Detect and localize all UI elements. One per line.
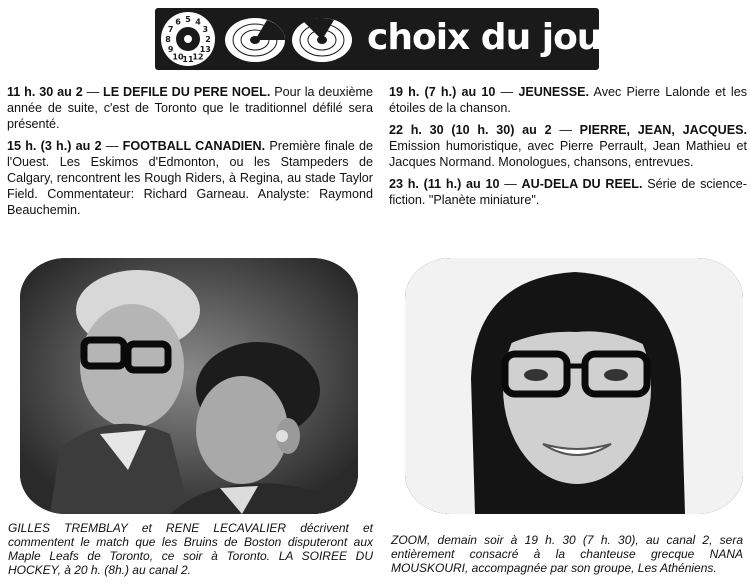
listing-entry: 15 h. (3 h.) au 2 — FOOTBALL CANADIEN. Première finale de l'Ouest. Les Eskimos d'Edmonton, ou les Stampeders de Calgary, rencontrent les Rough Riders, à Regina, au stade Taylor Field. Commentateur: Richard Garneau. Analyste: Raymond Beauchemin. [7, 139, 374, 217]
dial-number: 7 [167, 25, 174, 34]
dial-number: 11 [182, 55, 194, 64]
listing-text: Avec Pierre Lalonde et les étoiles de la chanson. [389, 85, 748, 115]
record-disc-icon [290, 16, 354, 64]
listing-title: LE DEFILE DU PERE NOEL. [103, 85, 271, 99]
photo-singer [405, 258, 743, 514]
listing-entry: 11 h. 30 au 2 — LE DEFILE DU PERE NOEL. Pour la deuxième année de suite, c'est de Toronto que le traditionnel défilé sera présenté. [7, 85, 374, 131]
record-disc-icon [223, 16, 287, 64]
listing-entry: 22 h. 30 (10 h. 30) au 2 — PIERRE, JEAN, JACQUES. Emission humoristique, avec Pierre Perrault, Jean Mathieu et Jacques Normand. Monologues, chansons, entrevues. [389, 123, 747, 169]
listing-time: 15 h. (3 h.) au 2 [7, 139, 102, 153]
listing-title: AU-DELA DU REEL. [521, 177, 643, 191]
dial-number: 6 [175, 17, 181, 27]
listings-right [389, 84, 747, 214]
dial-number: 9 [167, 45, 174, 54]
listing-time: 11 h. 30 au 2 [7, 85, 83, 99]
caption-singer: ZOOM, demain soir à 19 h. 30 (7 h. 30), au canal 2, sera entièrement consacré à la chanteuse grecque NANA MOUSKOURI, accompagnée par son groupe, Les Athéniens. [391, 533, 743, 575]
channel-dial-icon [159, 10, 217, 68]
listing-title: JEUNESSE. [518, 85, 590, 99]
dial-number: 13 [199, 45, 211, 54]
listing-title: PIERRE, JEAN, JACQUES. [579, 123, 747, 137]
listing-text: Première finale de l'Ouest. Les Eskimos d'Edmonton, ou les Stampeders de Calgary, rencontrent les Rough Riders, à Regina, au stade Taylor Field. Commentateur: Richard Garneau. Analyste: Raymond Beauchemin. [7, 139, 374, 217]
listing-entry: 23 h. (11 h.) au 10 — AU-DELA DU REEL. Série de science-fiction. "Planète miniature". [389, 177, 747, 207]
listing-time: 22 h. 30 (10 h. 30) au 2 [389, 123, 552, 137]
listing-text: Pour la deuxième année de suite, c'est de Toronto que le traditionnel défilé sera présenté. [7, 85, 374, 131]
listing-time: 19 h. (7 h.) au 10 [389, 85, 496, 99]
caption-commentators: GILLES TREMBLAY et RENE LECAVALIER décrivent et commentent le match que les Bruins de Boston disputeront aux Maple Leafs de Toronto, ce soir à Toronto. LA SOIREE DU HOCKEY, à 20 h. (8h.) au canal 2. [8, 521, 373, 577]
banner-title: choix du jour [367, 17, 619, 58]
listing-text: Série de science-fiction. "Planète miniature". [389, 177, 747, 207]
dial-number: 4 [195, 17, 201, 27]
dial-number: 5 [185, 15, 191, 24]
dial-number: 10 [172, 52, 184, 62]
dial-number: 12 [192, 52, 204, 62]
listing-time: 23 h. (11 h.) au 10 [389, 177, 500, 191]
listings-left [7, 84, 373, 224]
photo-commentators [20, 258, 358, 514]
dial-number: 3 [202, 25, 209, 34]
header-banner [155, 8, 619, 70]
listing-text: Emission humoristique, avec Pierre Perrault, Jean Mathieu et Jacques Normand. Monologues, chansons, entrevues. [389, 139, 747, 169]
listing-entry: 19 h. (7 h.) au 10 — JEUNESSE. Avec Pierre Lalonde et les étoiles de la chanson. [389, 85, 748, 115]
dial-number: 2 [205, 35, 211, 44]
dial-number: 8 [165, 35, 171, 44]
listing-title: FOOTBALL CANADIEN. [122, 139, 266, 153]
